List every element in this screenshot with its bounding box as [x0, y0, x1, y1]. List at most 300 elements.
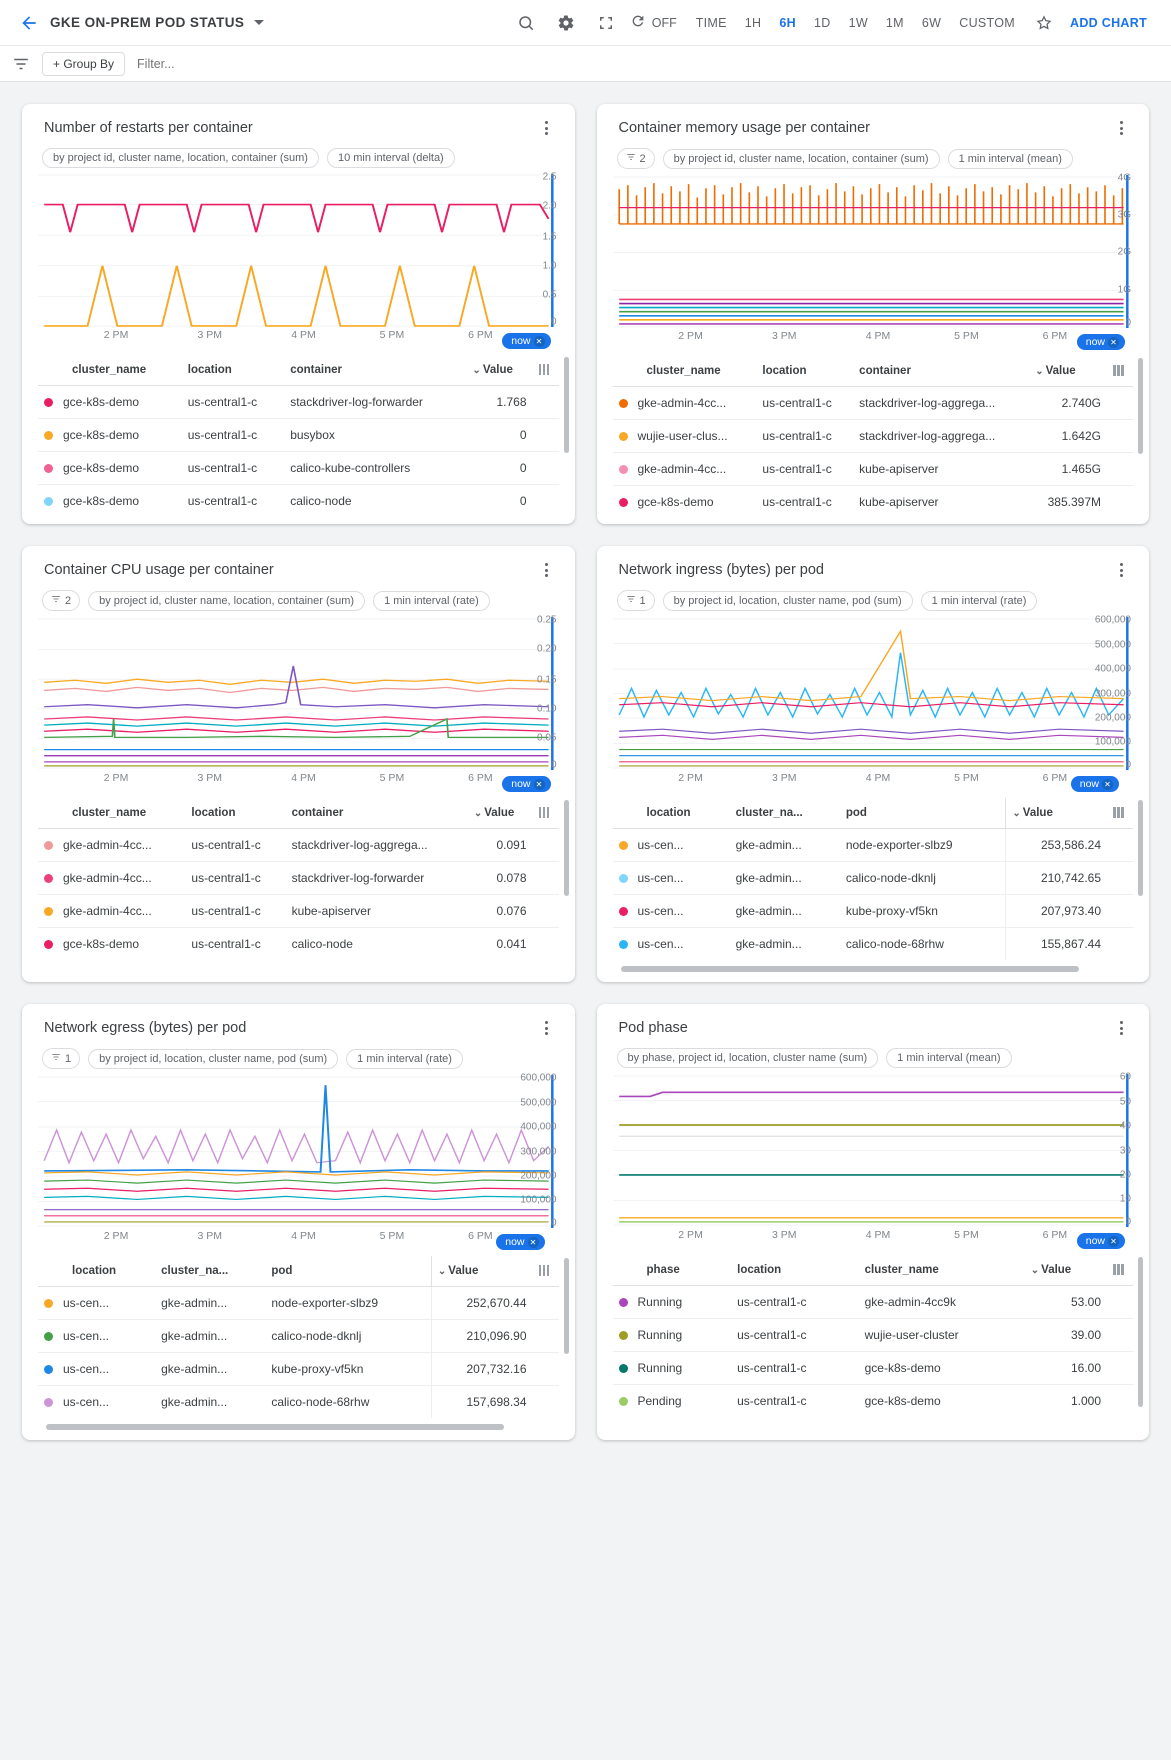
card-title: Network egress (bytes) per pod: [44, 1020, 247, 1036]
th-location[interactable]: location: [38, 1256, 155, 1287]
cell-container: calico-node: [291, 937, 353, 951]
now-marker[interactable]: [1077, 1233, 1125, 1249]
card-chips: [42, 1048, 559, 1069]
table-row[interactable]: [38, 452, 559, 485]
y-tick: 200,000: [520, 1170, 557, 1182]
columns-icon[interactable]: [1107, 798, 1133, 829]
more-vert-icon[interactable]: [535, 1016, 559, 1040]
chip-interval[interactable]: 10 min interval (delta): [327, 148, 455, 168]
table-row[interactable]: [613, 862, 1134, 895]
th-container[interactable]: container: [286, 798, 468, 829]
cell-value: 39.00: [1025, 1319, 1107, 1352]
x-tick: 6 PM: [468, 772, 493, 784]
y-tick: 2G: [1117, 246, 1131, 257]
cell-pod: calico-node-dknlj: [840, 862, 1006, 895]
table-header-row: [38, 355, 559, 386]
th-value[interactable]: ⌄ Value: [468, 798, 533, 829]
series-color-dot: [619, 907, 628, 916]
cell-cluster-name: gke-admin-4cc...: [63, 871, 152, 885]
range-time[interactable]: TIME: [695, 15, 727, 30]
table-row[interactable]: [613, 928, 1134, 961]
table-row[interactable]: [613, 895, 1134, 928]
legend-table: [613, 1255, 1134, 1417]
card-header: [38, 558, 559, 582]
legend-table: [613, 356, 1134, 518]
x-tick: 3 PM: [197, 329, 223, 341]
y-tick: 0.5: [542, 289, 557, 301]
chart-plot-area[interactable]: [613, 172, 1134, 350]
now-marker[interactable]: [496, 1234, 544, 1250]
x-tick: 6 PM: [1042, 772, 1068, 784]
th-cluster-name[interactable]: cluster_na...: [155, 1256, 265, 1287]
filter-bar: [0, 46, 1171, 82]
filter-list-icon: [51, 594, 61, 607]
cell-cluster-name: gce-k8s-demo: [864, 1394, 941, 1408]
table-row[interactable]: [613, 486, 1134, 519]
now-marker[interactable]: [502, 333, 550, 349]
chip-interval[interactable]: 1 min interval (rate): [921, 591, 1038, 611]
y-tick: 500,000: [1094, 639, 1131, 651]
table-header-row: [38, 798, 559, 829]
columns-icon[interactable]: [533, 798, 559, 829]
top-bar-actions: [506, 3, 1157, 43]
th-cluster-name[interactable]: cluster_na...: [730, 798, 840, 829]
y-tick: 0.20: [537, 643, 557, 655]
x-tick: 6 PM: [468, 329, 493, 341]
chip-groupby[interactable]: by phase, project id, location, cluster name (sum): [617, 1048, 879, 1068]
series-color-dot: [619, 1331, 628, 1340]
cell-pod: node-exporter-slbz9: [265, 1287, 431, 1320]
chip-groupby[interactable]: by project id, location, cluster name, pod (sum): [663, 591, 913, 611]
x-axis-labels: [613, 772, 1134, 790]
cell-container: busybox: [284, 419, 466, 452]
card-title: Number of restarts per container: [44, 120, 253, 136]
cell-location: us-central1-c: [182, 419, 284, 452]
cell-location: us-cen...: [637, 871, 684, 885]
close-icon[interactable]: ✕: [528, 1237, 539, 1248]
filter-input[interactable]: [135, 56, 1161, 72]
more-vert-icon[interactable]: [1109, 116, 1133, 140]
now-marker[interactable]: [1071, 776, 1119, 792]
cell-value: 252,670.44: [431, 1287, 532, 1320]
table-scrollbar[interactable]: [1138, 800, 1143, 896]
fullscreen-icon[interactable]: [586, 3, 626, 43]
cell-value: 0: [466, 452, 532, 485]
cell-pod: calico-node-68rhw: [845, 937, 944, 951]
auto-refresh-toggle[interactable]: [626, 13, 687, 32]
th-cluster-name[interactable]: cluster_name: [38, 798, 185, 829]
table-row[interactable]: [613, 420, 1134, 453]
y-tick: 200,000: [1094, 712, 1131, 724]
cell-container: kube-apiserver: [859, 495, 939, 509]
page-title: GKE ON-PREM POD STATUS: [50, 15, 245, 30]
chip-groupby[interactable]: by project id, cluster name, location, container (sum): [88, 591, 365, 611]
cell-pod: calico-node-68rhw: [271, 1395, 370, 1409]
chart-plot-area[interactable]: [38, 614, 559, 792]
series-color-dot: [619, 874, 628, 883]
close-icon[interactable]: ✕: [1108, 1236, 1119, 1247]
cell-cluster-name: gke-admin...: [155, 1287, 265, 1320]
more-vert-icon[interactable]: [535, 558, 559, 582]
legend-table-zone: [613, 798, 1134, 972]
legend-table-zone: [613, 1255, 1134, 1417]
range-1d[interactable]: 1D: [813, 15, 831, 30]
close-icon[interactable]: ✕: [534, 336, 545, 347]
cell-cluster-name: gke-admin-4cc...: [63, 904, 152, 918]
card-chips: [42, 148, 559, 168]
cell-cluster-name: wujie-user-clus...: [637, 429, 728, 443]
chart-plot-area[interactable]: [38, 171, 559, 349]
cell-cluster-name: gke-admin...: [730, 895, 840, 928]
series-color-dot: [44, 497, 53, 506]
x-tick: 4 PM: [865, 772, 891, 784]
chart-canvas: [613, 614, 1134, 770]
close-icon[interactable]: ✕: [1102, 779, 1113, 790]
legend-table-zone: [38, 798, 559, 960]
cell-value: 1.465G: [1029, 453, 1107, 486]
table-header-row: [613, 798, 1134, 829]
th-pod[interactable]: pod: [840, 798, 1006, 829]
y-tick: 50: [1119, 1096, 1131, 1108]
table-row[interactable]: [613, 387, 1134, 420]
card-title: Network ingress (bytes) per pod: [618, 562, 824, 578]
chart-card-egress: [22, 1004, 575, 1440]
th-value[interactable]: ⌄ Value: [431, 1256, 532, 1287]
cell-cluster-name: gce-k8s-demo: [63, 461, 140, 475]
cell-cluster-name: gke-admin-4cc...: [637, 396, 727, 410]
x-axis-labels: [38, 329, 559, 347]
y-tick: 600,000: [520, 1072, 557, 1084]
cell-cluster-name: gke-admin-4cc...: [637, 462, 727, 476]
filter-list-icon: [51, 1052, 61, 1065]
table-row[interactable]: [613, 1286, 1134, 1319]
th-location[interactable]: location: [731, 1255, 858, 1286]
series-color-dot: [619, 940, 628, 949]
range-1w[interactable]: 1W: [848, 15, 868, 30]
th-value[interactable]: ⌄ Value: [466, 355, 532, 386]
x-tick: 2 PM: [103, 329, 129, 341]
refresh-icon: [630, 13, 646, 32]
cell-value: 16.00: [1025, 1352, 1107, 1385]
card-title: Container memory usage per container: [618, 120, 870, 136]
chart-plot-area[interactable]: [613, 1071, 1134, 1249]
cell-value: 210,096.90: [431, 1320, 532, 1353]
cell-location: us-central1-c: [182, 452, 284, 485]
cell-location: us-central1-c: [737, 1394, 807, 1408]
cell-location: us-central1-c: [185, 829, 285, 862]
cell-location: us-cen...: [63, 1362, 110, 1376]
cell-container: calico-kube-controllers: [284, 452, 466, 485]
series-color-dot: [44, 907, 53, 916]
chart-plot-area[interactable]: [613, 614, 1134, 792]
chevron-down-icon[interactable]: [254, 20, 264, 25]
x-tick: 6 PM: [468, 1230, 493, 1242]
y-tick: 500,000: [520, 1097, 557, 1109]
chip-groupby[interactable]: by project id, cluster name, location, container (sum): [42, 148, 319, 168]
table-row[interactable]: [38, 1353, 559, 1386]
table-scrollbar[interactable]: [1138, 1257, 1143, 1407]
y-tick: 0.25: [537, 614, 557, 626]
table-row[interactable]: [38, 485, 559, 518]
cell-cluster-name: gce-k8s-demo: [637, 495, 714, 509]
series-color-dot: [44, 1332, 53, 1341]
series-color-dot: [44, 398, 53, 407]
th-value[interactable]: ⌄ Value: [1006, 798, 1107, 829]
table-scrollbar[interactable]: [564, 800, 569, 896]
table-row[interactable]: [613, 1319, 1134, 1352]
cell-cluster-name: gce-k8s-demo: [63, 428, 140, 442]
x-tick: 6 PM: [1042, 1229, 1068, 1241]
series-color-dot: [619, 465, 628, 474]
cell-value: 53.00: [1025, 1286, 1107, 1319]
x-tick: 5 PM: [379, 772, 405, 784]
x-tick: 2 PM: [103, 1230, 129, 1242]
star-icon[interactable]: [1024, 3, 1064, 43]
range-6w[interactable]: 6W: [921, 15, 942, 30]
card-chips: [617, 590, 1134, 611]
x-tick: 4 PM: [291, 772, 316, 784]
cell-phase: Running: [637, 1361, 683, 1375]
legend-table: [38, 798, 559, 960]
refresh-state-label: OFF: [651, 15, 677, 30]
y-tick: 10: [1119, 1193, 1131, 1205]
close-icon[interactable]: ✕: [534, 779, 545, 790]
columns-icon[interactable]: [533, 1256, 559, 1287]
search-icon[interactable]: [506, 3, 546, 43]
cell-container: stackdriver-log-aggrega...: [853, 420, 1029, 453]
table-row[interactable]: [38, 419, 559, 452]
table-row[interactable]: [613, 829, 1134, 862]
chart-card-memory: [597, 104, 1150, 524]
y-tick: 30: [1119, 1145, 1131, 1156]
y-tick: 0: [1125, 317, 1131, 329]
chart-card-ingress: [597, 546, 1150, 982]
chart-card-restarts: [22, 104, 575, 524]
top-app-bar: [0, 0, 1171, 46]
table-row[interactable]: [38, 928, 559, 961]
table-header-row: [613, 1255, 1134, 1286]
card-header: [613, 116, 1134, 140]
x-tick: 3 PM: [771, 1229, 797, 1241]
chip-interval[interactable]: 1 min interval (mean): [948, 149, 1073, 169]
now-label: now: [511, 778, 531, 790]
cell-location: us-central1-c: [756, 453, 853, 486]
card-header: [38, 1016, 559, 1040]
y-tick: 1G: [1117, 284, 1131, 296]
series-color-dot: [619, 1298, 628, 1307]
table-scrollbar[interactable]: [564, 1258, 569, 1354]
table-scrollbar[interactable]: [1138, 358, 1143, 454]
chip-interval[interactable]: 1 min interval (mean): [886, 1048, 1011, 1068]
more-vert-icon[interactable]: [1109, 558, 1133, 582]
x-tick: 2 PM: [678, 1229, 703, 1241]
filter-list-icon[interactable]: [10, 55, 32, 73]
cell-cluster-name: gce-k8s-demo: [63, 494, 140, 508]
range-custom[interactable]: CUSTOM: [959, 15, 1015, 30]
cell-container: stackdriver-log-forwarder: [286, 862, 468, 895]
cell-container: stackdriver-log-forwarder: [284, 386, 466, 419]
x-tick: 5 PM: [954, 1229, 979, 1241]
x-tick: 2 PM: [678, 772, 703, 784]
chip-interval[interactable]: 1 min interval (rate): [373, 591, 490, 611]
th-container[interactable]: container: [284, 355, 466, 386]
y-tick: 1.0: [542, 260, 557, 272]
cell-pod: kube-proxy-vf5kn: [265, 1353, 431, 1386]
y-tick: 0.10: [537, 703, 557, 715]
card-header: [38, 116, 559, 140]
y-tick: 0.05: [537, 732, 557, 744]
arrow-back-icon[interactable]: [14, 8, 44, 38]
y-tick: 4G: [1117, 172, 1131, 184]
table-row[interactable]: [613, 1352, 1134, 1385]
th-value[interactable]: ⌄ Value: [1029, 356, 1107, 387]
cell-value: 0: [466, 419, 532, 452]
cell-pod: kube-proxy-vf5kn: [840, 895, 1006, 928]
chip-filter-count[interactable]: 2: [617, 148, 655, 169]
more-vert-icon[interactable]: [535, 116, 559, 140]
th-container[interactable]: container: [853, 356, 1029, 387]
series-color-dot: [619, 399, 628, 408]
chip-groupby[interactable]: by project id, cluster name, location, container (sum): [663, 149, 940, 169]
cell-cluster-name: gke-admin...: [730, 829, 840, 862]
range-1m[interactable]: 1M: [885, 15, 904, 30]
cell-container: kube-apiserver: [286, 895, 468, 928]
chip-groupby[interactable]: by project id, location, cluster name, pod (sum): [88, 1049, 338, 1069]
cell-location: us-central1-c: [762, 495, 832, 509]
cell-value: 1.768: [466, 386, 532, 419]
card-chips: [617, 148, 1134, 169]
table-row[interactable]: [38, 1386, 559, 1419]
th-location[interactable]: location: [613, 798, 730, 829]
cell-location: us-central1-c: [756, 420, 853, 453]
cell-location: us-cen...: [63, 1296, 110, 1310]
th-cluster-name[interactable]: cluster_name: [859, 1255, 1025, 1286]
y-tick: 1.5: [542, 231, 557, 243]
y-tick: 60: [1119, 1071, 1131, 1083]
y-tick: 0: [550, 316, 557, 328]
th-location[interactable]: location: [182, 355, 284, 386]
y-tick: 0: [550, 759, 557, 771]
series-color-dot: [44, 1398, 53, 1407]
legend-table-zone: [38, 355, 559, 517]
chart-card-cpu: [22, 546, 575, 982]
table-row[interactable]: [613, 1385, 1134, 1418]
y-tick: 0: [1125, 1216, 1131, 1228]
chip-filter-count[interactable]: 1: [617, 590, 655, 611]
th-value[interactable]: ⌄ Value: [1025, 1255, 1107, 1286]
card-chips: [42, 590, 559, 611]
close-icon[interactable]: ✕: [1108, 337, 1119, 348]
chip-filter-count[interactable]: 2: [42, 590, 80, 611]
th-cluster-name[interactable]: cluster_name: [38, 355, 182, 386]
table-row[interactable]: [38, 1320, 559, 1353]
group-by-button[interactable]: + Group By: [42, 52, 125, 76]
chart-plot-area[interactable]: [38, 1072, 559, 1250]
table-row[interactable]: [38, 862, 559, 895]
table-horizontal-scrollbar[interactable]: [621, 966, 1079, 972]
filter-list-icon: [626, 152, 636, 165]
x-tick: 3 PM: [197, 1230, 223, 1242]
columns-icon[interactable]: [1107, 356, 1133, 387]
series-color-dot: [44, 431, 53, 440]
range-1h[interactable]: 1H: [744, 15, 762, 30]
table-horizontal-scrollbar[interactable]: [46, 1424, 504, 1430]
now-label: now: [511, 335, 531, 347]
x-axis-labels: [613, 330, 1134, 348]
table-row[interactable]: [38, 895, 559, 928]
cell-value: 0: [519, 494, 527, 508]
chip-filter-count[interactable]: 1: [42, 1048, 80, 1069]
more-vert-icon[interactable]: [1109, 1016, 1133, 1040]
series-color-dot: [619, 432, 628, 441]
y-tick: 600,000: [1094, 614, 1131, 626]
cell-cluster-name: wujie-user-cluster: [859, 1319, 1025, 1352]
card-title: Container CPU usage per container: [44, 562, 274, 578]
th-cluster-name[interactable]: cluster_name: [613, 356, 757, 387]
cell-container: stackdriver-log-aggrega...: [853, 387, 1029, 420]
now-marker[interactable]: [1077, 334, 1125, 350]
x-axis-labels: [38, 1230, 559, 1248]
legend-table: [38, 355, 559, 517]
cell-location: us-cen...: [637, 838, 684, 852]
series-color-dot: [44, 874, 53, 883]
th-location[interactable]: location: [185, 798, 285, 829]
columns-icon[interactable]: [533, 355, 559, 386]
cell-location: us-central1-c: [756, 387, 853, 420]
series-color-dot: [619, 1364, 628, 1373]
table-row[interactable]: [38, 1287, 559, 1320]
table-header-row: [613, 356, 1134, 387]
chart-canvas: [38, 171, 559, 327]
x-axis-labels: [613, 1229, 1134, 1247]
gear-icon[interactable]: [546, 3, 586, 43]
x-tick: 5 PM: [379, 1230, 405, 1242]
legend-table-zone: [613, 356, 1134, 518]
y-tick: 300,000: [1094, 688, 1131, 699]
y-tick: 3G: [1117, 209, 1131, 221]
cell-pod: node-exporter-slbz9: [840, 829, 1006, 862]
cell-container: calico-node: [290, 494, 352, 508]
y-tick: 100,000: [520, 1194, 557, 1206]
x-tick: 4 PM: [865, 1229, 891, 1241]
x-axis-labels: [38, 772, 559, 790]
th-phase[interactable]: phase: [613, 1255, 732, 1286]
table-row[interactable]: [38, 829, 559, 862]
x-tick: 3 PM: [771, 330, 797, 342]
table-scrollbar[interactable]: [564, 357, 569, 453]
th-pod[interactable]: pod: [265, 1256, 431, 1287]
y-tick: 0.15: [537, 674, 557, 686]
chip-interval[interactable]: 1 min interval (rate): [346, 1049, 463, 1069]
cell-cluster-name: gke-admin...: [161, 1395, 228, 1409]
cell-value: 155,867.44: [1006, 928, 1107, 961]
cell-value: 1.000: [1070, 1394, 1101, 1408]
chart-canvas: [613, 1071, 1134, 1227]
table-row[interactable]: [613, 453, 1134, 486]
cell-value: 0.041: [496, 937, 527, 951]
table-row[interactable]: [38, 386, 559, 419]
range-6h[interactable]: 6H: [779, 15, 796, 30]
y-tick: 300,000: [520, 1146, 557, 1157]
add-chart-button[interactable]: ADD CHART: [1070, 15, 1147, 30]
cell-value: 2.740G: [1029, 387, 1107, 420]
series-color-dot: [619, 498, 628, 507]
now-marker[interactable]: [502, 776, 550, 792]
legend-table: [38, 1256, 559, 1418]
cell-cluster-name: gke-admin...: [730, 862, 840, 895]
th-location[interactable]: location: [756, 356, 853, 387]
columns-icon[interactable]: [1107, 1255, 1133, 1286]
